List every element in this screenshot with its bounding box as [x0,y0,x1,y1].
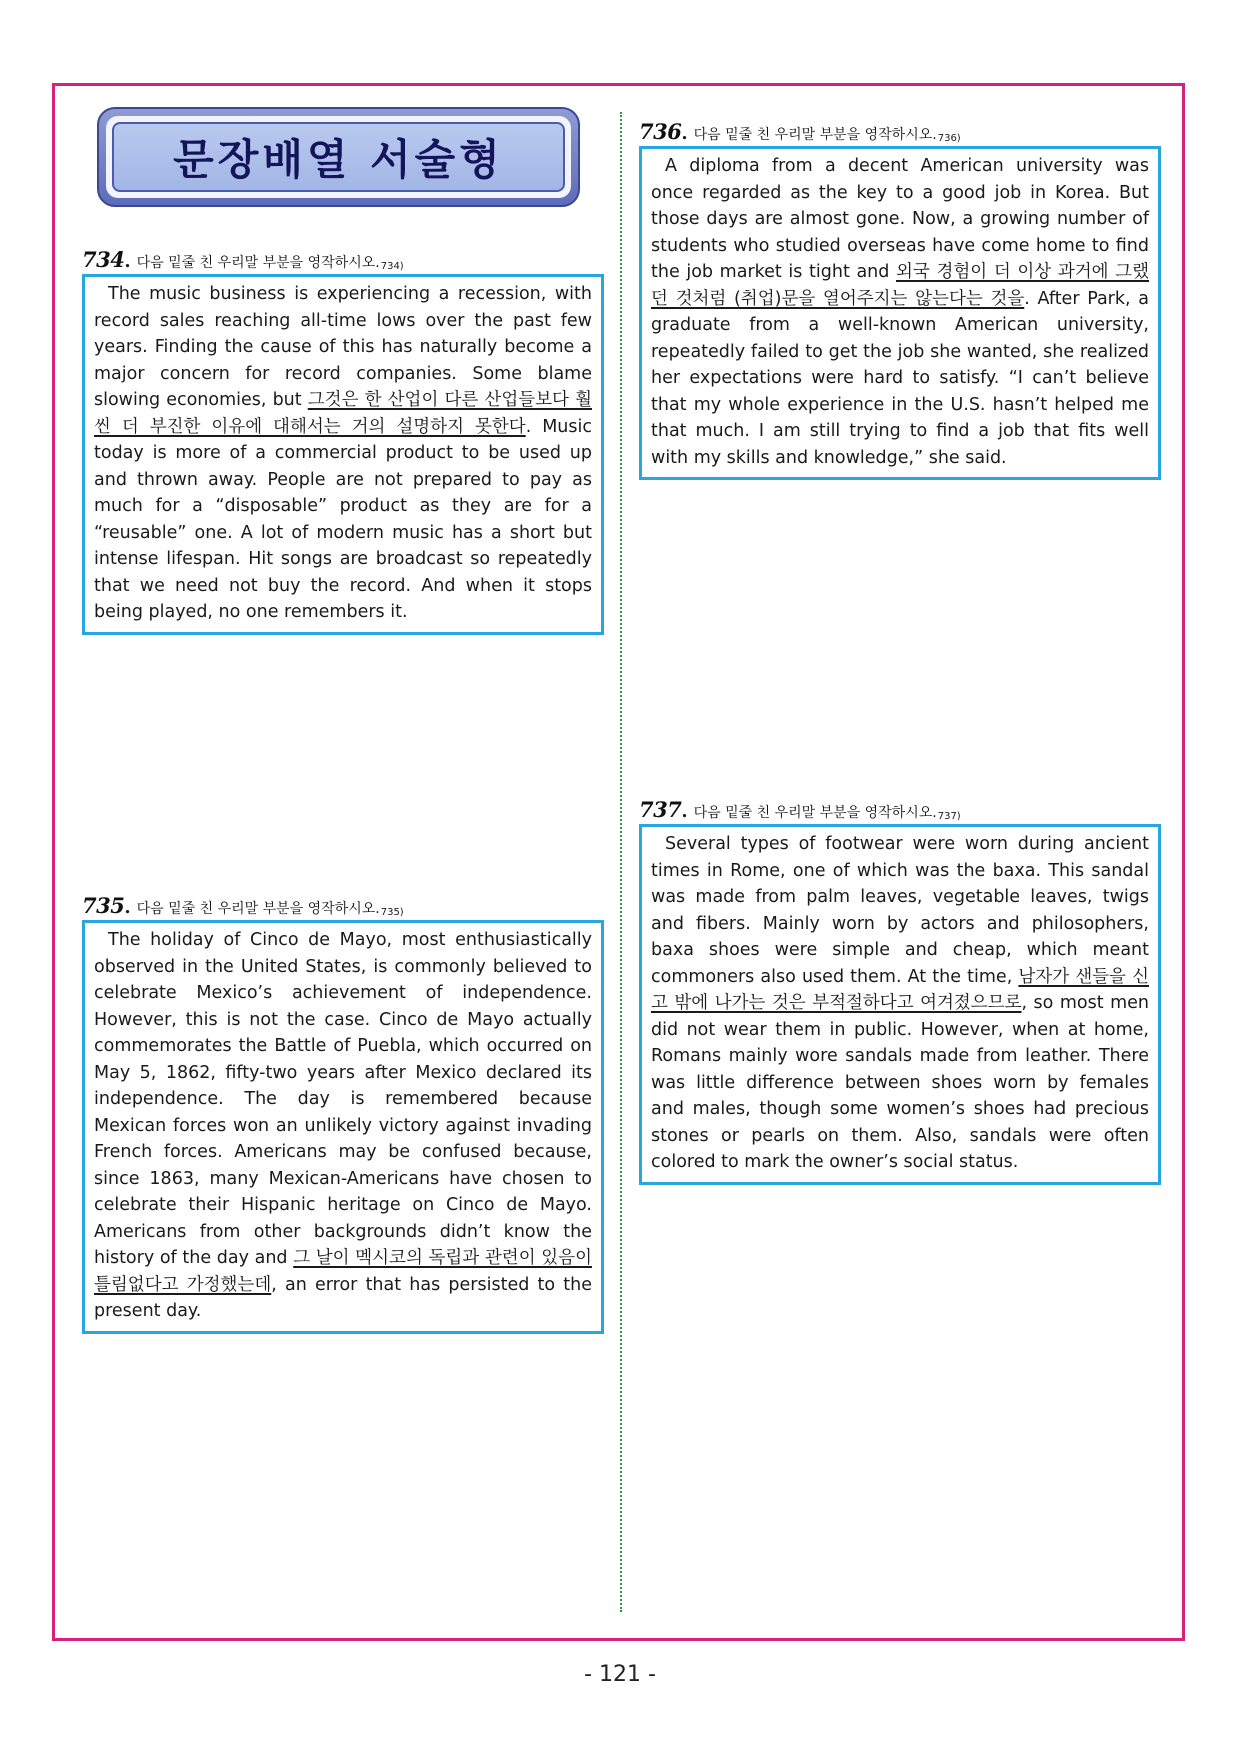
passage-box [82,920,604,1334]
question-735 [82,886,604,1334]
question-736 [639,112,1161,480]
passage-text: The holiday of Cinco de Mayo, most enthusiastically observed in the United States, is commonly believed to celebrate Mexico’s achievement of independence. However, this is not the case. Cinco de Mayo actually commemorates the Battle of Puebla, which occurred on May 5, 1862, fifty-two years after Mexico declared its independence. The day is remembered because Mexican forces won an unlikely victory against invading French forces. Americans may be confused because, since 1863, many Mexican-Americans have chosen to celebrate their Hispanic heritage on Cinco de Mayo. Americans from other backgrounds didn’t know the history of the day and [94,930,592,1268]
passage-text: The music business is experiencing a recession, with record sales reaching all-time lows over the past few years. Finding the cause of this has naturally become a major concern for record companies. Some blame slowing economies, but [94,284,592,410]
question-header: 736 . 다음 밑줄 친 우리말 부분을 영작하시오. 736) [639,119,961,144]
passage-text: . After Park, a graduate from a well-known American university, repeatedly failed to get the job she wanted, she realized her expectations were hard to satisfy. “I can’t believe that my whole experience in the U.S. hasn’t helped me that much. I am still trying to find a job that fits well with my skills and knowledge,” she said. [651,288,1149,468]
column-divider [620,112,622,1612]
question-number: 737 [639,797,682,822]
question-number: 734 [82,247,125,272]
passage-box [639,146,1161,480]
question-header: 737 . 다음 밑줄 친 우리말 부분을 영작하시오. 737) [639,797,961,822]
passage-text: A diploma from a decent American university was once regarded as the key to a good job in Korea. But those days are almost gone. Now, a growing number of students who studied overseas have come home to find the job market is tight and [651,156,1149,282]
underlined-korean-phrase: 그것은 한 산업이 다른 산업들보다 훨씬 더 부진한 이유에 대해서는 거의 설명하지 못한다 [94,390,592,437]
passage-box [639,824,1161,1185]
question-header: 734 . 다음 밑줄 친 우리말 부분을 영작하시오. 734) [82,247,404,272]
footnote-ref: 737) [937,811,961,822]
passage-text: , so most men did not wear them in public. However, when at home, Romans mainly wore sandals made from leather. There was little difference between shoes worn by females and males, though some women’s shoes had precious stones or pearls on them. Also, sandals were often colored to mark the owner’s social status. [651,993,1149,1172]
passage-text: Several types of footwear were worn during ancient times in Rome, one of which was the baxa. This sandal was made from palm leaves, vegetable leaves, twigs and fibers. Mainly worn by actors and philosophers, baxa shoes were simple and cheap, which meant commoners also used them. At the time, [651,834,1149,987]
underlined-korean-phrase: 외국 경험이 더 이상 과거에 그랬던 것처럼 (취업)문을 열어주지는 않는다는 것을 [651,262,1149,309]
question-737 [639,790,1161,1185]
underlined-korean-phrase: 그 날이 멕시코의 독립과 관련이 있음이 틀림없다고 가정했는데 [94,1248,592,1295]
question-instruction: 다음 밑줄 친 우리말 부분을 영작하시오. [693,805,937,821]
passage-text: , an error that has persisted to the present day. [94,1274,592,1321]
passage-box [82,274,604,635]
question-number: 735 [82,893,125,918]
question-instruction: 다음 밑줄 친 우리말 부분을 영작하시오. [136,901,380,917]
question-instruction: 다음 밑줄 친 우리말 부분을 영작하시오. [136,255,380,271]
footnote-ref: 735) [380,907,404,918]
title-banner [97,107,580,207]
page-title: 문장배열 서술형 [173,135,504,184]
question-734 [82,240,604,635]
passage-text: . Music today is more of a commercial product to be used up and thrown away. People are not prepared to pay as much for a “disposable” product as they are for a “reusable” one. A lot of modern music has a short but intense lifespan. Hit songs are broadcast so repeatedly that we need not buy the record. And when it stops being played, no one remembers it. [94,416,592,622]
underlined-korean-phrase: 남자가 샌들을 신고 밖에 나가는 것은 부적절하다고 여겨졌으므로 [651,966,1149,1013]
footnote-ref: 736) [937,133,961,144]
page-number: - 121 - [584,1662,656,1687]
question-instruction: 다음 밑줄 친 우리말 부분을 영작하시오. [693,127,937,143]
footnote-ref: 734) [380,261,404,272]
question-number: 736 [639,119,682,144]
question-header: 735 . 다음 밑줄 친 우리말 부분을 영작하시오. 735) [82,893,404,918]
